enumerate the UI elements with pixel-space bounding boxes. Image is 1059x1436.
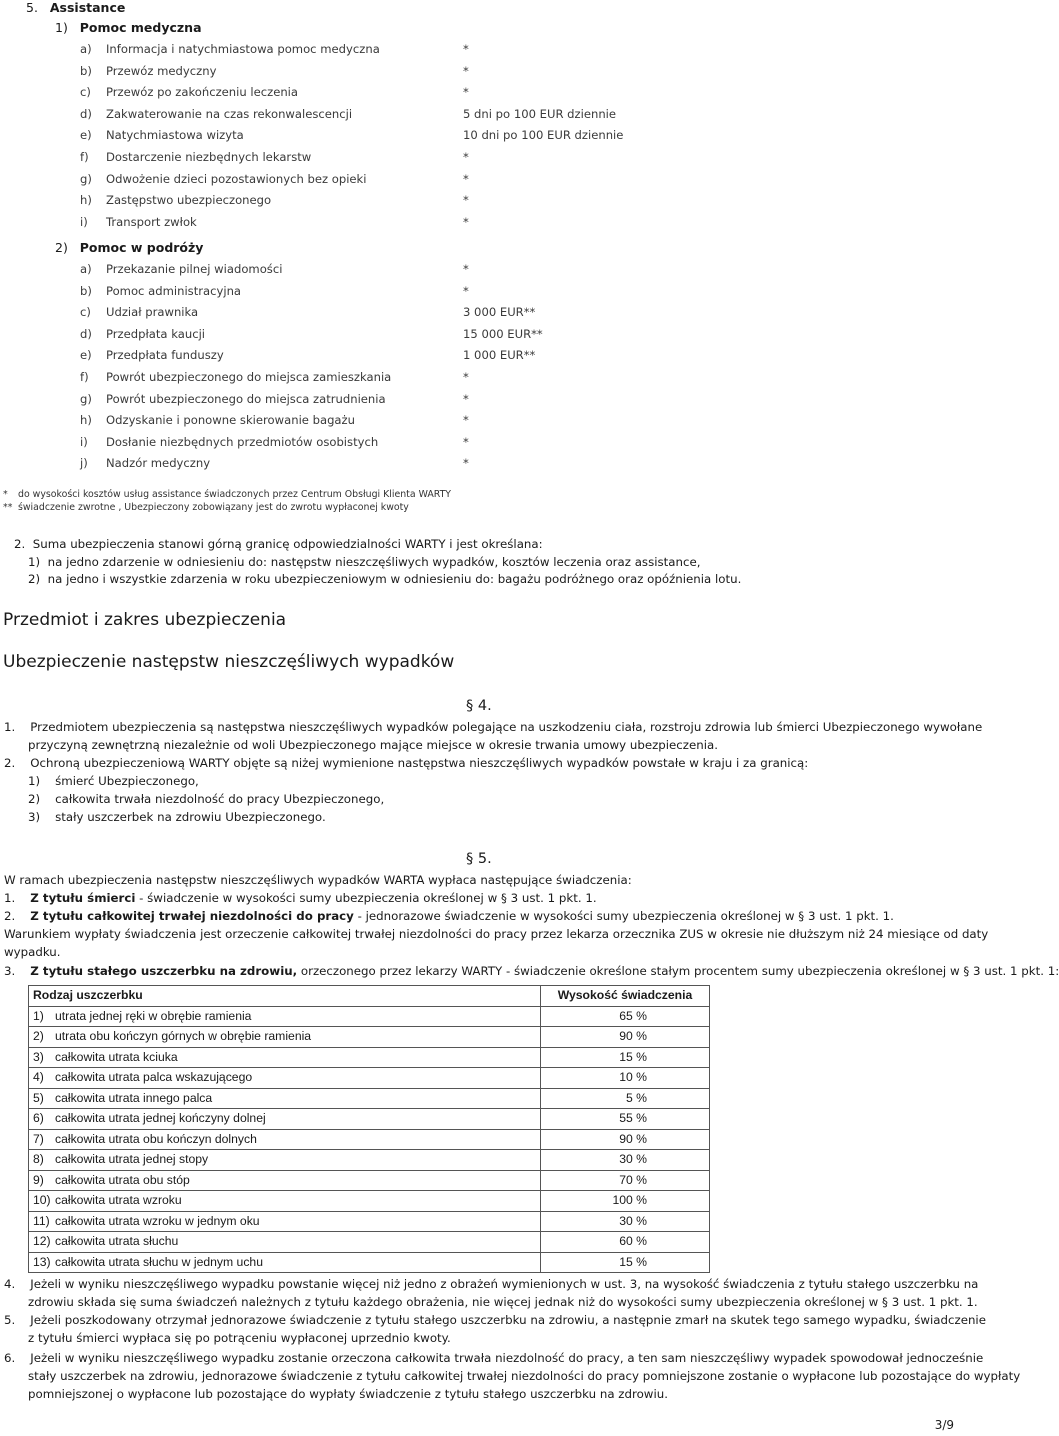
assistance-item-limit: * xyxy=(463,283,469,298)
assistance-item: f) Powrót ubezpieczonego do miejsca zamieszkania xyxy=(80,370,392,384)
row-benefit-percent: 15 % xyxy=(541,1047,710,1068)
par5-point-6-line1: 6. Jeżeli w wyniku nieszczęśliwego wypadku zostanie orzeczona całkowita trwała niezdolność do pracy, a ten sam nieszczęśliwy wypadek spowodował jednocześnie xyxy=(4,1351,984,1365)
assistance-item: f) Dostarczenie niezbędnych lekarstw xyxy=(80,150,312,164)
par4-point-2: 2. Ochroną ubezpieczeniową WARTY objęte są niżej wymienione następstwa nieszczęśliwych wypadków powstałe w kraju i za granicą: xyxy=(4,756,809,770)
table-row xyxy=(29,1047,710,1068)
par5-point-6-line2: stały uszczerbek na zdrowiu, jednorazowe świadczenie z tytułu całkowitej trwałej niezdolności do pracy pomniejszone zostanie o wypłacone lub pozostające do wypłaty xyxy=(28,1369,1021,1383)
assistance-item-limit: * xyxy=(463,214,469,229)
table-row xyxy=(29,1027,710,1048)
point-2: 2. Suma ubezpieczenia stanowi górną granicę odpowiedzialności WARTY i jest określana: xyxy=(14,537,543,551)
assistance-item-limit: 15 000 EUR** xyxy=(463,326,543,341)
assistance-item-limit: 5 dni po 100 EUR dziennie xyxy=(463,106,617,121)
par5-point-5-line1: 5. Jeżeli poszkodowany otrzymał jednorazowe świadczenie z tytułu stałego uszczerbku na zdrowiu, a następnie zmarł na skutek tego samego wypadku, świadczenie xyxy=(4,1313,986,1327)
footnote: * do wysokości kosztów usług assistance świadczonych przez Centrum Obsługi Klienta WARTY xyxy=(3,489,452,500)
row-number: 10) xyxy=(29,1191,54,1212)
assistance-item-limit: 3 000 EUR** xyxy=(463,305,536,320)
table-row xyxy=(29,1068,710,1089)
point-2-sub-1: 1) na jedno zdarzenie w odniesieniu do: następstw nieszczęśliwych wypadków, kosztów leczenia oraz assistance, xyxy=(28,555,701,569)
table-row xyxy=(29,1211,710,1232)
assistance-item: g) Powrót ubezpieczonego do miejsca zatrudnienia xyxy=(80,391,386,406)
table-header-type: Rodzaj uszczerbku xyxy=(29,986,541,1007)
table-row xyxy=(29,1006,710,1027)
par4-sub-3: 3) stały uszczerbek na zdrowiu Ubezpieczonego. xyxy=(28,810,326,824)
row-benefit-percent: 5 % xyxy=(541,1088,710,1109)
par5-condition-line2: wypadku. xyxy=(4,945,61,959)
row-number: 8) xyxy=(29,1150,54,1171)
row-number: 5) xyxy=(29,1088,54,1109)
par5-intro: W ramach ubezpieczenia następstw nieszczęśliwych wypadków WARTA wypłaca następujące świadczenia: xyxy=(4,873,632,887)
assistance-item: d) Przedpłata kaucji xyxy=(80,326,206,341)
assistance-item-limit: * xyxy=(463,413,469,428)
assistance-item: b) Pomoc administracyjna xyxy=(80,283,242,298)
assistance-group-heading: 2) Pomoc w podróży xyxy=(55,240,204,255)
row-number: 4) xyxy=(29,1068,54,1089)
row-injury-type: całkowita utrata wzroku xyxy=(53,1191,541,1212)
par4-sub-1: 1) śmierć Ubezpieczonego, xyxy=(28,774,199,788)
assistance-group-heading: 1) Pomoc medyczna xyxy=(55,20,202,35)
row-benefit-percent: 65 % xyxy=(541,1006,710,1027)
row-number: 13) xyxy=(29,1252,54,1273)
row-injury-type: utrata obu kończyn górnych w obrębie ramienia xyxy=(53,1027,541,1048)
assistance-item-limit: * xyxy=(463,171,469,186)
row-injury-type: całkowita utrata palca wskazującego xyxy=(53,1068,541,1089)
row-injury-type: całkowita utrata obu kończyn dolnych xyxy=(53,1129,541,1150)
assistance-item: a) Przekazanie pilnej wiadomości xyxy=(80,262,283,276)
assistance-item-limit: * xyxy=(463,456,469,471)
footnote: ** świadczenie zwrotne , Ubezpieczony zobowiązany jest do zwrotu wypłaconej kwoty xyxy=(3,502,409,513)
page-number: 3/9 xyxy=(934,1418,954,1432)
assistance-item: g) Odwożenie dzieci pozostawionych bez opieki xyxy=(80,171,367,186)
row-benefit-percent: 15 % xyxy=(541,1252,710,1273)
table-row xyxy=(29,1252,710,1273)
assistance-item-limit: * xyxy=(463,150,469,164)
paragraph-4-sign: § 4. xyxy=(466,698,492,714)
row-benefit-percent: 30 % xyxy=(541,1211,710,1232)
table-row xyxy=(29,1109,710,1130)
row-injury-type: całkowita utrata kciuka xyxy=(53,1047,541,1068)
par5-point-1: 1. Z tytułu śmierci - świadczenie w wysokości sumy ubezpieczenia określonej w § 3 ust. 1 pkt. 1. xyxy=(4,891,597,905)
point-2-sub-2: 2) na jedno i wszystkie zdarzenia w roku ubezpieczeniowym w odniesieniu do: bagażu podróżnego oraz opóźnienia lotu. xyxy=(28,572,742,586)
assistance-item: c) Przewóz po zakończeniu leczenia xyxy=(80,85,299,100)
row-number: 2) xyxy=(29,1027,54,1048)
par5-point-4-line1: 4. Jeżeli w wyniku nieszczęśliwego wypadku powstanie więcej niż jedno z obrażeń wymienionych w ust. 3, na wysokość świadczenia z tytułu stałego uszczerbku na xyxy=(4,1277,979,1291)
row-injury-type: całkowita utrata innego palca xyxy=(53,1088,541,1109)
table-row xyxy=(29,1232,710,1253)
row-injury-type: całkowita utrata jednej kończyny dolnej xyxy=(53,1109,541,1130)
paragraph-5-sign: § 5. xyxy=(466,851,492,867)
par4-point-1-line1: 1. Przedmiotem ubezpieczenia są następstwa nieszczęśliwych wypadków polegające na uszkodzeniu ciała, rozstroju zdrowia lub śmierci Ubezpieczonego wywołane xyxy=(4,720,983,734)
row-injury-type: całkowita utrata słuchu w jednym uchu xyxy=(53,1252,541,1273)
assistance-item-limit: * xyxy=(463,42,469,56)
assistance-item: e) Natychmiastowa wizyta xyxy=(80,128,244,143)
row-number: 9) xyxy=(29,1170,54,1191)
assistance-item-limit: * xyxy=(463,193,469,208)
row-benefit-percent: 60 % xyxy=(541,1232,710,1253)
assistance-item-limit: * xyxy=(463,434,469,449)
assistance-item: i) Transport zwłok xyxy=(80,214,197,229)
assistance-item-limit: * xyxy=(463,63,469,78)
par5-point-2: 2. Z tytułu całkowitej trwałej niezdolności do pracy - jednorazowe świadczenie w wysokości sumy ubezpieczenia określonej w § 3 ust. 1 pkt. 1. xyxy=(4,909,894,923)
row-injury-type: całkowita utrata obu stóp xyxy=(53,1170,541,1191)
assistance-item-limit: * xyxy=(463,370,469,384)
assistance-item: b) Przewóz medyczny xyxy=(80,63,217,78)
assistance-item: i) Dosłanie niezbędnych przedmiotów osobistych xyxy=(80,434,379,449)
row-number: 7) xyxy=(29,1129,54,1150)
par5-condition-line1: Warunkiem wypłaty świadczenia jest orzeczenie całkowitej trwałej niezdolności do pracy przez lekarza orzecznika ZUS w okresie nie dłuższym niż 24 miesiące od daty xyxy=(4,927,989,941)
row-number: 1) xyxy=(29,1006,54,1027)
row-number: 12) xyxy=(29,1232,54,1253)
table-row xyxy=(29,1129,710,1150)
row-benefit-percent: 90 % xyxy=(541,1027,710,1048)
row-injury-type: utrata jednej ręki w obrębie ramienia xyxy=(53,1006,541,1027)
assistance-item-limit: 1 000 EUR** xyxy=(463,348,536,363)
assistance-item: h) Odzyskanie i ponowne skierowanie bagażu xyxy=(80,413,355,428)
par5-point-3: 3. Z tytułu stałego uszczerbku na zdrowiu, orzeczonego przez lekarzy WARTY - świadczenie określone stałym procentem sumy ubezpieczenia określonej w § 3 ust. 1 pkt. 1: xyxy=(4,964,1059,978)
row-benefit-percent: 100 % xyxy=(541,1191,710,1212)
assistance-item: e) Przedpłata funduszy xyxy=(80,348,224,363)
row-benefit-percent: 90 % xyxy=(541,1129,710,1150)
par4-sub-2: 2) całkowita trwała niezdolność do pracy Ubezpieczonego, xyxy=(28,792,385,806)
par5-point-6-line3: pomniejszonej o wypłacone lub pozostające do wypłaty świadczenie z tytułu stałego uszczerbku na zdrowiu. xyxy=(28,1387,668,1401)
row-injury-type: całkowita utrata wzroku w jednym oku xyxy=(53,1211,541,1232)
row-injury-type: całkowita utrata jednej stopy xyxy=(53,1150,541,1171)
assistance-item-limit: 10 dni po 100 EUR dziennie xyxy=(463,128,624,143)
assistance-item: a) Informacja i natychmiastowa pomoc medyczna xyxy=(80,42,380,56)
damage-table-body xyxy=(29,1006,710,1273)
row-number: 6) xyxy=(29,1109,54,1130)
par5-point-5-line2: z tytułu śmierci wypłaca się po potrąceniu wypłaconej uprzednio kwoty. xyxy=(28,1331,451,1345)
row-benefit-percent: 30 % xyxy=(541,1150,710,1171)
row-number: 11) xyxy=(29,1211,54,1232)
assistance-item-limit: * xyxy=(463,391,469,406)
section-5-heading: 5. Assistance xyxy=(26,0,126,15)
par5-point-4-line2: zdrowiu składa się suma świadczeń należnych z tytułu każdego obrażenia, nie więcej jednak niż do wysokości sumy ubezpieczenia określonej w § 3 ust. 1 pkt. 1. xyxy=(28,1295,978,1309)
heading-nnw: Ubezpieczenie następstw nieszczęśliwych wypadków xyxy=(3,652,455,672)
row-benefit-percent: 70 % xyxy=(541,1170,710,1191)
table-row xyxy=(29,1150,710,1171)
row-number: 3) xyxy=(29,1047,54,1068)
table-header-amount: Wysokość świadczenia xyxy=(541,986,710,1007)
damage-table xyxy=(28,985,710,1273)
assistance-item-limit: * xyxy=(463,262,469,276)
table-row xyxy=(29,1170,710,1191)
par4-point-1-line2: przyczyną zewnętrzną niezależnie od woli Ubezpieczonego mające miejsce w okresie trwania umowy ubezpieczenia. xyxy=(28,738,718,752)
row-benefit-percent: 10 % xyxy=(541,1068,710,1089)
table-row xyxy=(29,1191,710,1212)
heading-przedmiot: Przedmiot i zakres ubezpieczenia xyxy=(3,610,287,630)
assistance-item: d) Zakwaterowanie na czas rekonwalescencji xyxy=(80,106,353,121)
row-injury-type: całkowita utrata słuchu xyxy=(53,1232,541,1253)
row-benefit-percent: 55 % xyxy=(541,1109,710,1130)
assistance-item: j) Nadzór medyczny xyxy=(80,456,211,471)
table-row xyxy=(29,1088,710,1109)
assistance-item: c) Udział prawnika xyxy=(80,305,199,320)
assistance-item-limit: * xyxy=(463,85,469,100)
assistance-item: h) Zastępstwo ubezpieczonego xyxy=(80,193,272,208)
table-header-row xyxy=(29,986,710,1007)
